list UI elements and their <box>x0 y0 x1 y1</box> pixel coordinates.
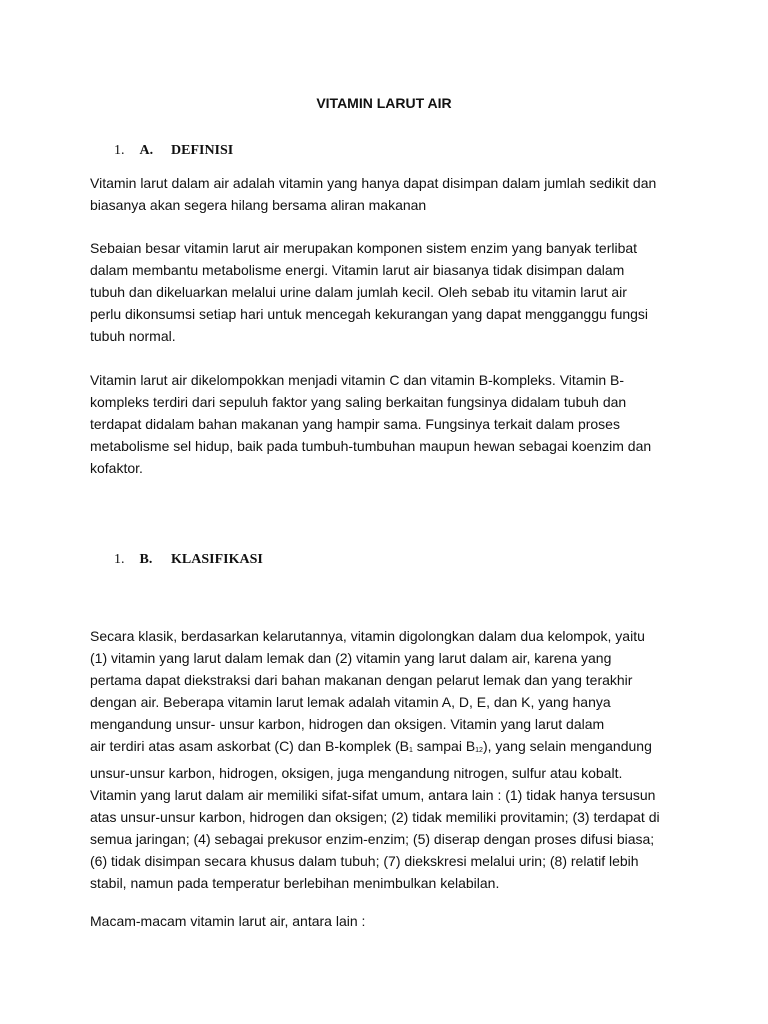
definisi-paragraph-2 <box>90 237 690 347</box>
section-b-heading <box>114 552 263 568</box>
definisi-paragraph-3 <box>90 369 690 479</box>
paragraph-line: pertama dapat diekstraksi dari bahan makanan dengan pelarut lemak dan yang terakhir <box>90 672 633 688</box>
paragraph-line: Macam-macam vitamin larut air, antara lain : <box>90 913 366 929</box>
section-b-number: 1. <box>114 552 125 567</box>
paragraph-line-b-complex <box>90 735 690 762</box>
paragraph-line: tubuh dan dikeluarkan melalui urine dalam jumlah kecil. Oleh sebab itu vitamin larut air <box>90 284 627 300</box>
paragraph-line: stabil, namun pada temperatur berlebihan menimbulkan kelabilan. <box>90 875 500 891</box>
section-a-number: 1. <box>114 143 125 158</box>
paragraph-line: kofaktor. <box>90 460 143 476</box>
b-line-text-3: ), yang selain mengandung <box>482 738 652 754</box>
paragraph-line: biasanya akan segera hilang bersama aliran makanan <box>90 197 427 213</box>
section-b-title: KLASIFIKASI <box>171 552 263 567</box>
paragraph-line: metabolisme sel hidup, baik pada tumbuh-tumbuhan maupun hewan sebagai koenzim dan <box>90 438 652 454</box>
definisi-paragraph-1 <box>90 172 690 216</box>
section-a-letter: A. <box>139 143 154 158</box>
b1-subscript: 1 <box>409 747 413 754</box>
paragraph-line: (1) vitamin yang larut dalam lemak dan (2) vitamin yang larut dalam air, karena yang <box>90 650 612 666</box>
document-title: VITAMIN LARUT AIR <box>316 95 452 111</box>
paragraph-line: dengan air. Beberapa vitamin larut lemak adalah vitamin A, D, E, dan K, yang hanya <box>90 694 611 710</box>
paragraph-line: tubuh normal. <box>90 328 176 344</box>
paragraph-line: Vitamin larut air dikelompokkan menjadi vitamin C dan vitamin B-kompleks. Vitamin B- <box>90 372 625 388</box>
b-line-text-2: sampai B <box>412 738 476 754</box>
closing-line <box>90 910 690 932</box>
paragraph-line: terdapat didalam bahan makanan yang hampir sama. Fungsinya terkait dalam proses <box>90 416 620 432</box>
paragraph-line: Vitamin larut dalam air adalah vitamin yang hanya dapat disimpan dalam jumlah sedikit dan <box>90 175 657 191</box>
paragraph-line: dalam membantu metabolisme energi. Vitamin larut air biasanya tidak disimpan dalam <box>90 262 625 278</box>
paragraph-line: Secara klasik, berdasarkan kelarutannya, vitamin digolongkan dalam dua kelompok, yaitu <box>90 628 645 644</box>
paragraph-line: (6) tidak disimpan secara khusus dalam tubuh; (7) diekskresi melalui urin; (8) relatif lebih <box>90 853 639 869</box>
paragraph-line: unsur-unsur karbon, hidrogen, oksigen, juga mengandung nitrogen, sulfur atau kobalt. <box>90 765 623 781</box>
section-b-letter: B. <box>139 552 153 567</box>
section-a-heading <box>114 143 233 159</box>
klasifikasi-paragraph <box>90 625 690 894</box>
paragraph-line: atas unsur-unsur karbon, hidrogen dan oksigen; (2) tidak memiliki provitamin; (3) terdapat di <box>90 809 660 825</box>
paragraph-line: perlu dikonsumsi setiap hari untuk mencegah kekurangan yang dapat mengganggu fungsi <box>90 306 649 322</box>
paragraph-line: semua jaringan; (4) sebagai prekusor enzim-enzim; (5) diserap dengan proses difusi biasa; <box>90 831 655 847</box>
paragraph-line: Sebaian besar vitamin larut air merupakan komponen sistem enzim yang banyak terlibat <box>90 240 638 256</box>
section-a-title: DEFINISI <box>171 143 234 158</box>
paragraph-line: kompleks terdiri dari sepuluh faktor yang saling berkaitan fungsinya didalam tubuh dan <box>90 394 627 410</box>
paragraph-line: mengandung unsur- unsur karbon, hidrogen dan oksigen. Vitamin yang larut dalam <box>90 716 605 732</box>
paragraph-line: Vitamin yang larut dalam air memiliki sifat-sifat umum, antara lain : (1) tidak hanya tersusun <box>90 787 656 803</box>
b-line-text-1: air terdiri atas asam askorbat (C) dan B-komplek (B <box>90 738 409 754</box>
b12-subscript: 12 <box>475 747 483 754</box>
